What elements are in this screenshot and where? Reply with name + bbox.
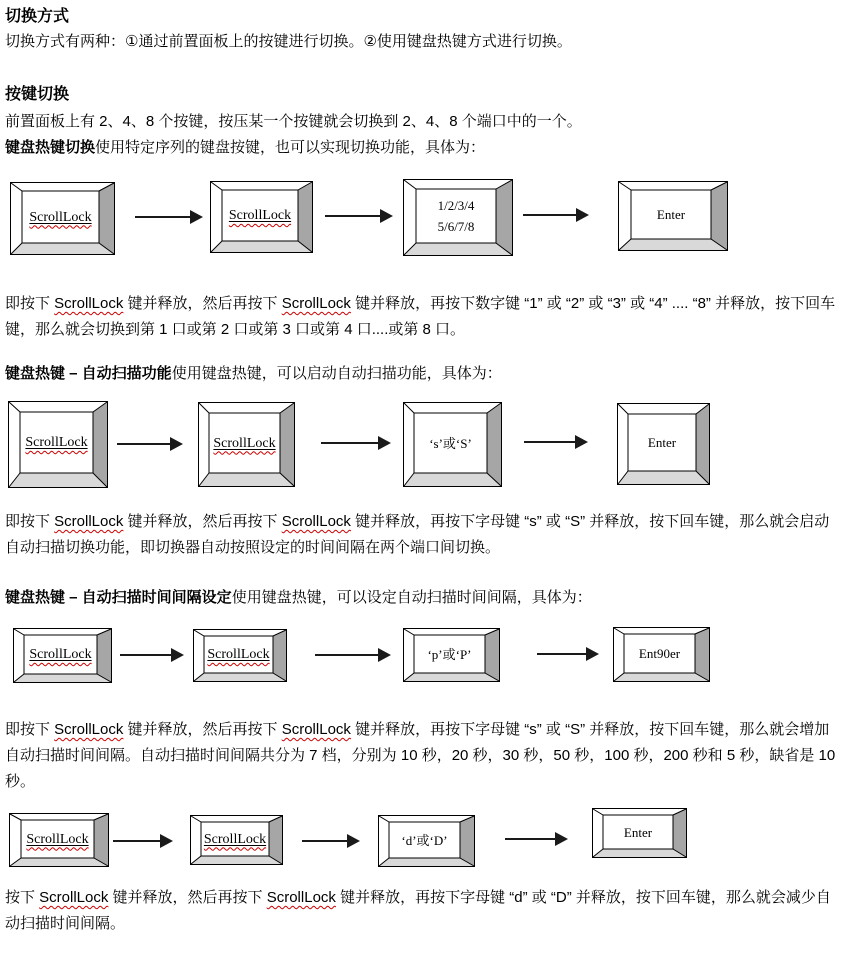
key-text: Enter <box>647 435 677 450</box>
key-text: Enter <box>656 207 686 222</box>
arrow-right-icon <box>321 436 391 450</box>
text-segment: 即按下 <box>5 721 55 738</box>
arrow-head <box>160 834 173 848</box>
text-segment: 键并释放，然后再按下 <box>108 889 267 906</box>
spellcheck-flagged-word: ScrollLock <box>281 513 351 530</box>
scrolllock-key <box>8 401 108 488</box>
arrow-right-icon <box>135 210 203 224</box>
key-label <box>206 638 271 671</box>
paragraph-after-port-switch <box>5 291 836 343</box>
section-title-button-switch: 按键切换 <box>5 86 70 103</box>
arrow-shaft <box>537 653 588 655</box>
arrow-head <box>190 210 203 224</box>
arrow-head <box>576 208 589 222</box>
p-key <box>403 628 500 682</box>
key-text: ScrollLock <box>29 209 92 225</box>
text-segment: 键并释放，再按下数字键 “1” 或 “2” 或 “3” 或 “4” .... “8” 并释放，按下回车键，那么就会切换到第 1 口或第 2 口或第 3 口或第 4 口....或第 8 口。 <box>5 295 836 338</box>
number-keys-key <box>403 179 513 256</box>
key-label <box>416 637 483 671</box>
paragraph-after-interval-decrease <box>5 885 836 937</box>
key-label <box>23 822 92 856</box>
key-label <box>24 193 97 241</box>
spellcheck-flagged-word: ScrollLock <box>39 889 109 906</box>
text-segment: 使用键盘热键，可以启动自动扫描功能，具体为： <box>171 365 502 382</box>
arrow-head <box>378 648 391 662</box>
hotkey-sequence-diagram-autoscan <box>5 399 835 489</box>
text-segment: 键并释放，再按下字母键 “s” 或 “S” 并释放，按下回车键，那么就会增加自动扫描时间间隔。自动扫描时间间隔共分为 7 档，分别为 10 秒，20 秒，30 秒，50 秒，100 秒，200 秒和 5 秒，缺省是 10 秒。 <box>5 721 836 790</box>
key-text: ScrollLock <box>25 435 88 450</box>
spellcheck-flagged-word: ScrollLock <box>54 295 124 312</box>
arrow-shaft <box>321 442 380 444</box>
paragraph-after-interval-increase <box>5 717 836 795</box>
text-segment: 切换方式有两种：①通过前置面板上的按键进行切换。②使用键盘热键方式进行切换。 <box>5 33 572 50</box>
enter-key <box>617 403 710 485</box>
spellcheck-flagged-word: ScrollLock <box>54 513 124 530</box>
arrow-head <box>170 437 183 451</box>
key-label <box>203 824 267 854</box>
arrow-head <box>380 209 393 223</box>
arrow-right-icon <box>302 834 360 848</box>
scrolllock-key <box>9 813 109 867</box>
key-label <box>211 415 278 471</box>
arrow-head <box>586 647 599 661</box>
arrow-head <box>555 832 568 846</box>
key-label <box>224 192 296 239</box>
scrolllock-key <box>190 815 283 865</box>
paragraph-hotkey-lead <box>5 135 836 161</box>
spellcheck-flagged-word: ScrollLock <box>54 721 124 738</box>
enter-key <box>618 181 728 251</box>
arrow-shaft <box>325 215 382 217</box>
key-label <box>626 636 693 671</box>
key-text: Ent90er <box>638 646 681 661</box>
key-label <box>416 415 485 471</box>
text-segment: 前置面板上有 2、4、8 个按键，按压某一个按键就会切换到 2、4、8 个端口中的一个。 <box>5 113 582 130</box>
arrow-head <box>378 436 391 450</box>
arrow-right-icon <box>325 209 393 223</box>
page-title: 切换方式 <box>5 8 70 25</box>
key-label <box>605 817 671 847</box>
arrow-shaft <box>505 838 557 840</box>
arrow-right-icon <box>113 834 173 848</box>
arrow-shaft <box>113 840 162 842</box>
arrow-head <box>347 834 360 848</box>
hotkey-sequence-diagram-interval-increase <box>5 625 835 685</box>
arrow-right-icon <box>117 437 183 451</box>
key-text: ScrollLock <box>26 831 89 847</box>
arrow-right-icon <box>505 832 568 846</box>
key-text: Enter <box>623 824 653 840</box>
text-segment: 即按下 <box>5 513 55 530</box>
arrow-shaft <box>302 840 349 842</box>
paragraph-interval-lead <box>5 585 836 611</box>
key-label <box>26 637 95 672</box>
key-text: ScrollLock <box>207 647 270 662</box>
text-segment: 使用特定序列的键盘按键，也可以实现切换功能，具体为： <box>95 139 486 156</box>
arrow-right-icon <box>523 208 589 222</box>
spellcheck-flagged-word: ScrollLock <box>281 721 351 738</box>
scrolllock-key <box>13 628 112 683</box>
arrow-shaft <box>523 214 578 216</box>
bold-lead-text: 键盘热键 – 自动扫描时间间隔设定 <box>5 589 232 606</box>
arrow-shaft <box>120 654 173 656</box>
paragraph-after-autoscan <box>5 509 836 561</box>
arrow-right-icon <box>537 647 599 661</box>
key-text: ScrollLock <box>213 435 276 451</box>
text-segment: 键并释放，然后再按下 <box>123 513 282 530</box>
key-text: ScrollLock <box>29 647 92 662</box>
spellcheck-flagged-word: ScrollLock <box>281 295 351 312</box>
text-segment: 键并释放，再按下字母键 “s” 或 “S” 并释放，按下回车键，那么就会启动自动扫描切换功能，即切换器自动按照设定的时间间隔在两个端口间切换。 <box>5 513 830 556</box>
text-segment: 键并释放，然后再按下 <box>123 721 282 738</box>
text-segment: 使用键盘热键，可以设定自动扫描时间间隔，具体为： <box>231 589 592 606</box>
bold-lead-text: 键盘热键切换 <box>5 139 96 156</box>
key-text: ScrollLock <box>203 831 267 847</box>
key-text: ‘s’或‘S’ <box>429 435 472 451</box>
key-label <box>630 416 694 469</box>
key-text: ScrollLock <box>228 208 292 223</box>
text-segment: 即按下 <box>5 295 55 312</box>
text-segment: 键并释放，然后再按下 <box>123 295 282 312</box>
enter-typo-key <box>613 627 710 682</box>
paragraph-intro <box>5 29 836 55</box>
arrow-shaft <box>117 443 172 445</box>
key-text: 1/2/3/4 <box>437 197 475 213</box>
arrow-right-icon <box>120 648 184 662</box>
paragraph-button-switch <box>5 109 836 135</box>
key-label <box>633 192 709 237</box>
key-text: 5/6/7/8 <box>437 219 475 235</box>
s-key <box>403 402 502 487</box>
spellcheck-flagged-word: ScrollLock <box>266 889 336 906</box>
arrow-shaft <box>135 216 192 218</box>
arrow-head <box>171 648 184 662</box>
key-text: ‘p’或‘P’ <box>427 646 472 662</box>
key-label <box>22 414 91 471</box>
arrow-right-icon <box>315 648 391 662</box>
arrow-head <box>575 435 588 449</box>
paragraph-autoscan-lead <box>5 361 836 387</box>
bold-lead-text: 键盘热键 – 自动扫描功能 <box>5 365 172 382</box>
hotkey-sequence-diagram-interval-decrease <box>5 805 835 869</box>
key-text: ‘d’或‘D’ <box>401 832 448 848</box>
enter-key <box>592 808 687 858</box>
d-key <box>378 815 475 867</box>
scrolllock-key <box>10 182 115 255</box>
hotkey-sequence-diagram-port-switch <box>5 179 835 257</box>
text-segment: 按下 <box>5 889 40 906</box>
text-segment: 键并释放，再按下字母键 “d” 或 “D” 并释放，按下回车键，那么就会减少自动扫描时间间隔。 <box>5 889 831 932</box>
arrow-shaft <box>315 654 380 656</box>
scrolllock-key <box>210 181 313 253</box>
arrow-shaft <box>524 441 577 443</box>
scrolllock-key <box>198 402 295 487</box>
scrolllock-key <box>193 629 287 682</box>
key-label <box>418 191 494 241</box>
key-label <box>391 824 458 856</box>
arrow-right-icon <box>524 435 588 449</box>
